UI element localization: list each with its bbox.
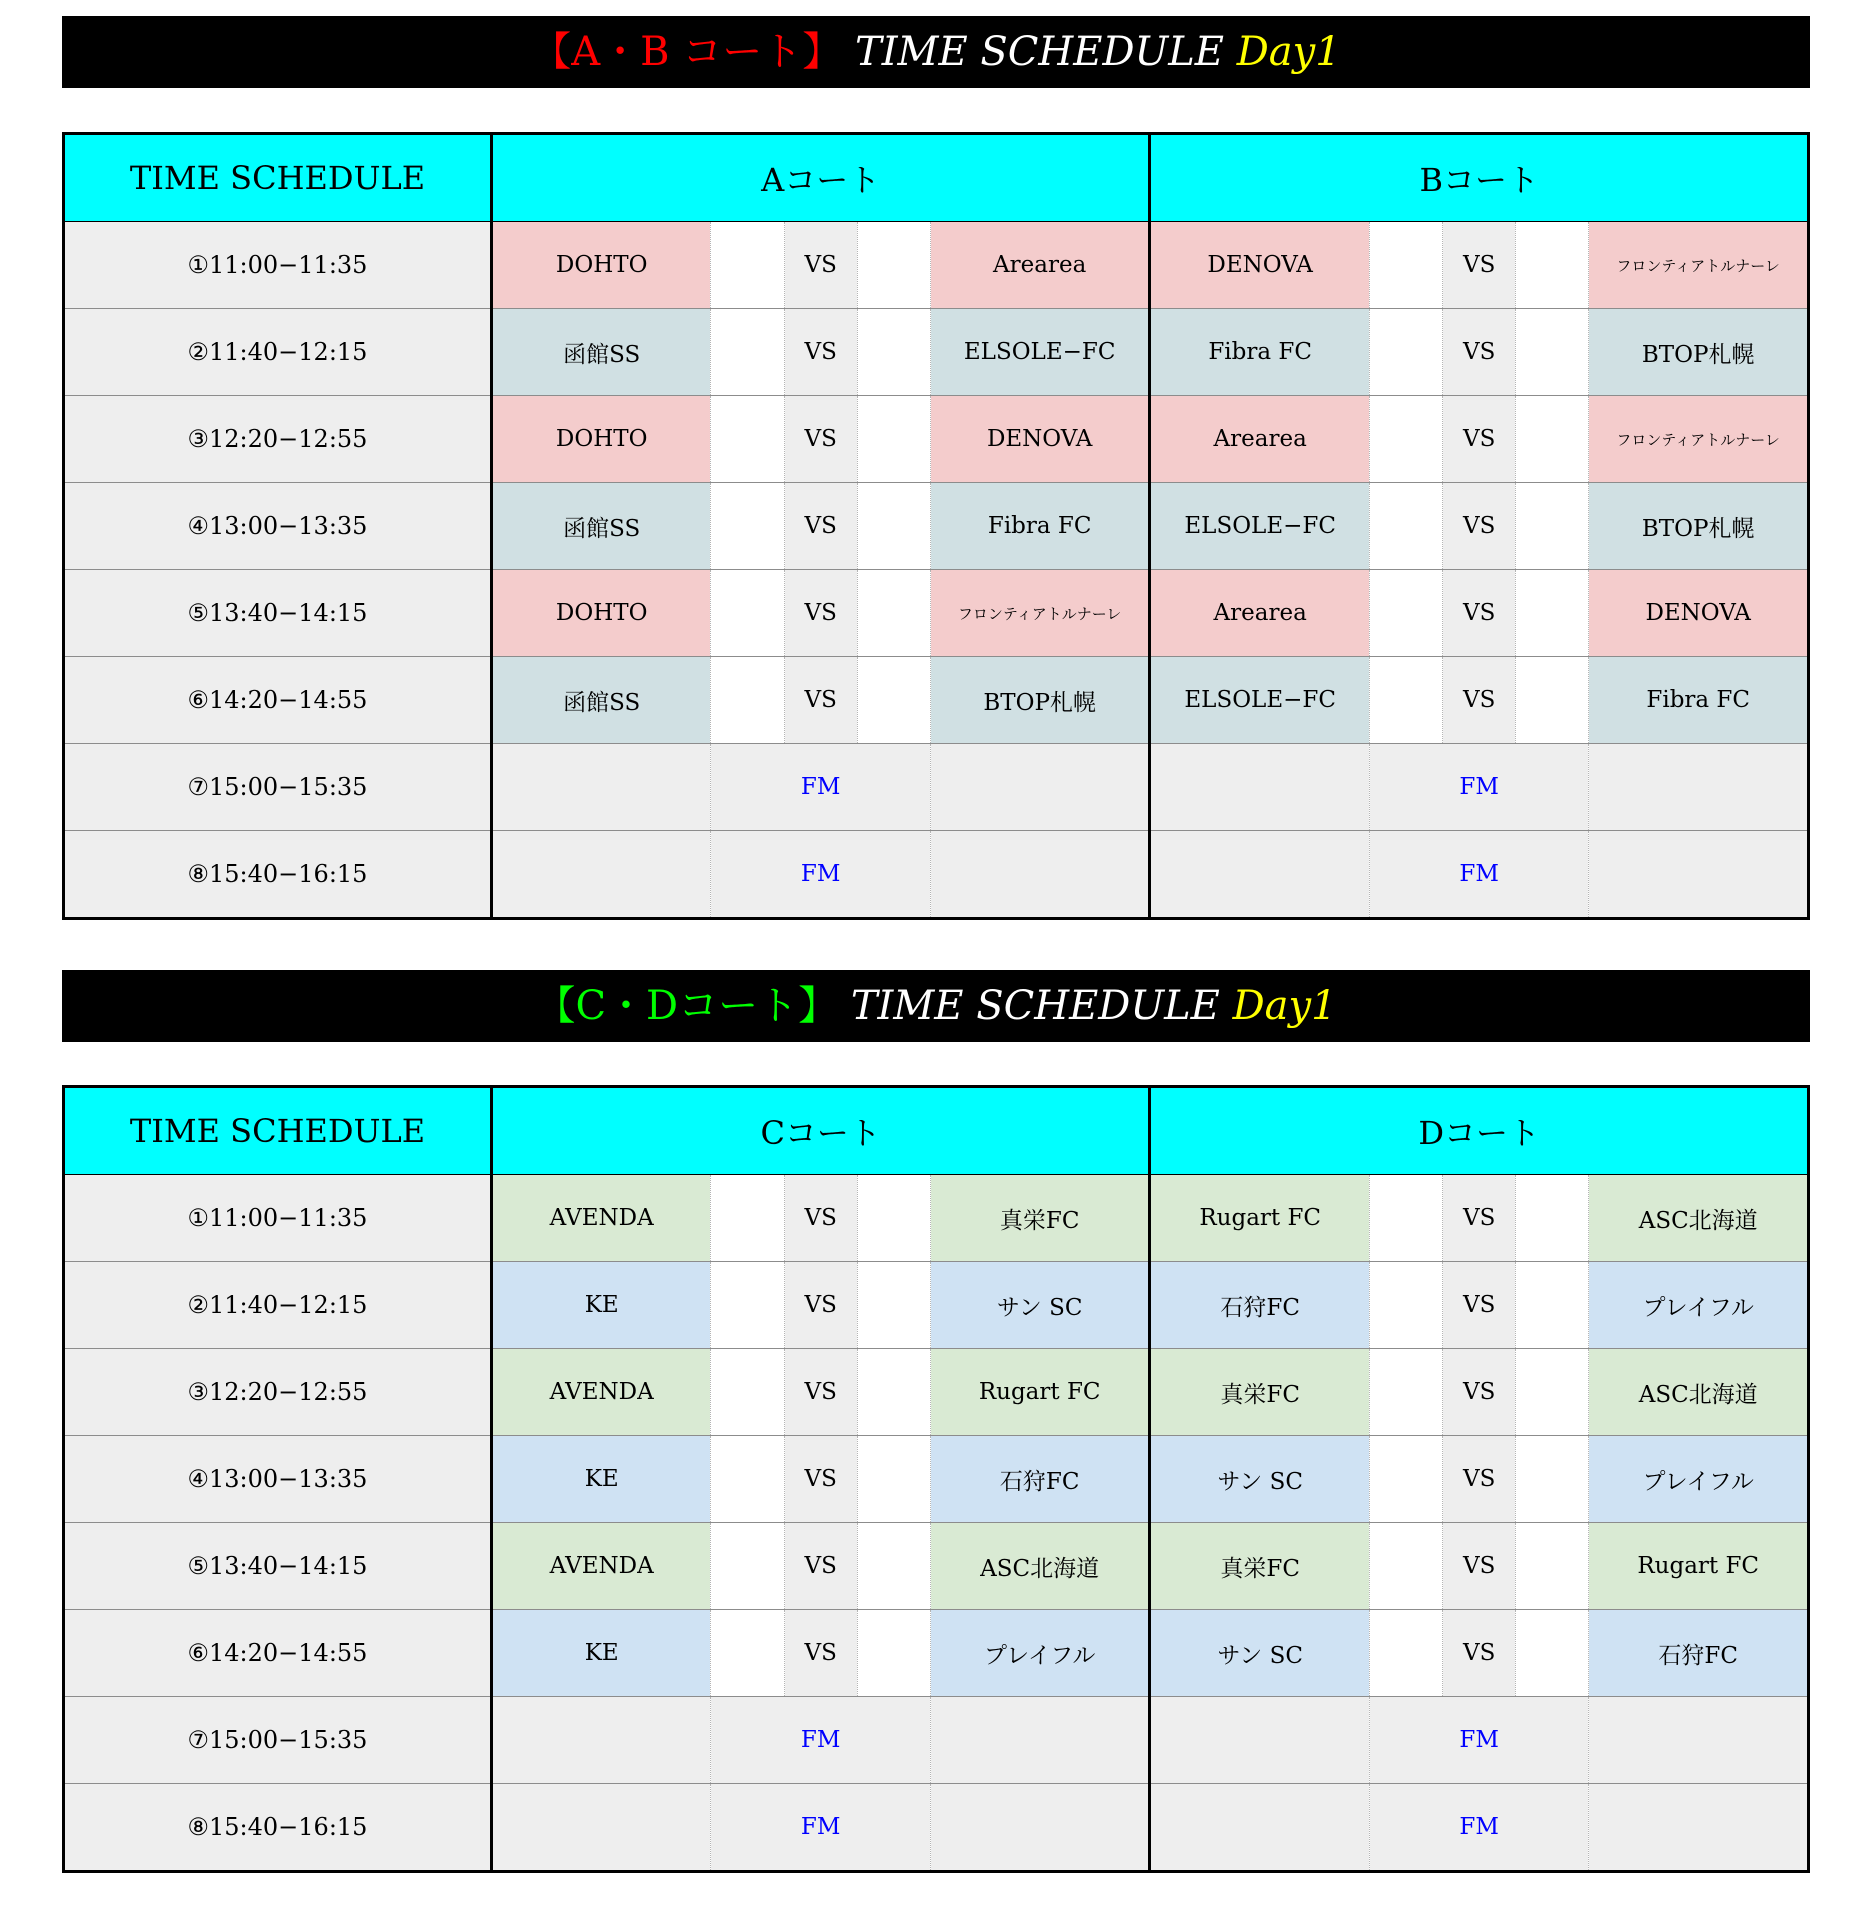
away-team: フロンティアトルナーレ xyxy=(930,570,1150,657)
away-team: Arearea xyxy=(930,222,1150,309)
empty-cell xyxy=(930,1784,1150,1872)
empty-cell xyxy=(930,1697,1150,1784)
home-team: KE xyxy=(491,1436,710,1523)
home-score-cell xyxy=(711,483,784,570)
fm-label: FM xyxy=(1369,1784,1588,1872)
court-header-2: Dコート xyxy=(1150,1087,1809,1175)
away-team: BTOP札幌 xyxy=(1589,483,1809,570)
vs-label: VS xyxy=(1443,1349,1516,1436)
away-score-cell xyxy=(1516,396,1589,483)
away-team: ASC北海道 xyxy=(1589,1349,1809,1436)
away-score-cell xyxy=(857,1523,930,1610)
banner-bracket: 【A・B コート】 xyxy=(531,29,843,75)
vs-label: VS xyxy=(784,396,857,483)
table-row xyxy=(64,483,1809,570)
away-score-cell xyxy=(1516,1436,1589,1523)
table-row xyxy=(64,1697,1809,1784)
court-header-2: Bコート xyxy=(1150,134,1809,222)
table-row xyxy=(64,1610,1809,1697)
vs-label: VS xyxy=(784,1175,857,1262)
table-row xyxy=(64,1436,1809,1523)
away-score-cell xyxy=(1516,483,1589,570)
fm-label: FM xyxy=(1369,1697,1588,1784)
time-slot: ⑤13:40−14:15 xyxy=(64,570,492,657)
away-team: フロンティアトルナーレ xyxy=(1589,222,1809,309)
home-team: 真栄FC xyxy=(1150,1523,1369,1610)
empty-cell xyxy=(1150,1784,1369,1872)
away-score-cell xyxy=(857,657,930,744)
home-score-cell xyxy=(711,309,784,396)
vs-label: VS xyxy=(784,309,857,396)
time-slot: ①11:00−11:35 xyxy=(64,222,492,309)
time-slot: ⑦15:00−15:35 xyxy=(64,744,492,831)
time-slot: ⑤13:40−14:15 xyxy=(64,1523,492,1610)
away-score-cell xyxy=(1516,1523,1589,1610)
time-schedule-header: TIME SCHEDULE xyxy=(64,1087,492,1175)
empty-cell xyxy=(491,1697,710,1784)
away-score-cell xyxy=(1516,309,1589,396)
court-header-1: Aコート xyxy=(491,134,1149,222)
away-team: Fibra FC xyxy=(1589,657,1809,744)
away-team: BTOP札幌 xyxy=(930,657,1150,744)
fm-label: FM xyxy=(711,744,930,831)
home-team: サン SC xyxy=(1150,1610,1369,1697)
home-score-cell xyxy=(1369,657,1442,744)
home-team: ELSOLE−FC xyxy=(1150,657,1369,744)
time-slot: ⑧15:40−16:15 xyxy=(64,831,492,919)
home-team: DENOVA xyxy=(1150,222,1369,309)
banner-cd xyxy=(62,970,1810,1042)
home-score-cell xyxy=(711,1523,784,1610)
time-slot: ④13:00−13:35 xyxy=(64,483,492,570)
home-team: AVENDA xyxy=(491,1349,710,1436)
home-team: 函館SS xyxy=(491,657,710,744)
empty-cell xyxy=(491,1784,710,1872)
banner-bracket: 【C・Dコート】 xyxy=(535,983,839,1029)
fm-label: FM xyxy=(1369,831,1588,919)
time-slot: ③12:20−12:55 xyxy=(64,1349,492,1436)
home-score-cell xyxy=(711,1349,784,1436)
home-score-cell xyxy=(711,570,784,657)
empty-cell xyxy=(491,831,710,919)
vs-label: VS xyxy=(1443,1175,1516,1262)
home-score-cell xyxy=(1369,309,1442,396)
away-score-cell xyxy=(1516,1349,1589,1436)
away-team: Rugart FC xyxy=(930,1349,1150,1436)
home-team: AVENDA xyxy=(491,1523,710,1610)
home-team: ELSOLE−FC xyxy=(1150,483,1369,570)
table-row xyxy=(64,1784,1809,1872)
time-slot: ①11:00−11:35 xyxy=(64,1175,492,1262)
table-row xyxy=(64,1523,1809,1610)
time-slot: ⑦15:00−15:35 xyxy=(64,1697,492,1784)
vs-label: VS xyxy=(784,1523,857,1610)
table-row xyxy=(64,744,1809,831)
away-score-cell xyxy=(857,396,930,483)
vs-label: VS xyxy=(784,1349,857,1436)
home-team: DOHTO xyxy=(491,222,710,309)
table-row xyxy=(64,1175,1809,1262)
home-team: Arearea xyxy=(1150,396,1369,483)
home-score-cell xyxy=(711,1436,784,1523)
home-team: 函館SS xyxy=(491,483,710,570)
fm-label: FM xyxy=(711,1784,930,1872)
table-row xyxy=(64,222,1809,309)
time-slot: ③12:20−12:55 xyxy=(64,396,492,483)
header-row xyxy=(64,1087,1809,1175)
table-row xyxy=(64,396,1809,483)
time-slot: ②11:40−12:15 xyxy=(64,1262,492,1349)
away-score-cell xyxy=(857,483,930,570)
vs-label: VS xyxy=(1443,1523,1516,1610)
time-slot: ④13:00−13:35 xyxy=(64,1436,492,1523)
away-team: プレイフル xyxy=(930,1610,1150,1697)
empty-cell xyxy=(1589,744,1809,831)
home-team: Fibra FC xyxy=(1150,309,1369,396)
vs-label: VS xyxy=(1443,1436,1516,1523)
vs-label: VS xyxy=(784,570,857,657)
away-score-cell xyxy=(1516,570,1589,657)
away-team: Fibra FC xyxy=(930,483,1150,570)
vs-label: VS xyxy=(1443,657,1516,744)
empty-cell xyxy=(1589,1784,1809,1872)
away-team: DENOVA xyxy=(930,396,1150,483)
schedule-table-ab xyxy=(62,132,1810,920)
home-team: Arearea xyxy=(1150,570,1369,657)
away-score-cell xyxy=(857,309,930,396)
away-score-cell xyxy=(1516,1175,1589,1262)
empty-cell xyxy=(1150,744,1369,831)
table-row xyxy=(64,309,1809,396)
home-team: DOHTO xyxy=(491,570,710,657)
away-team: プレイフル xyxy=(1589,1262,1809,1349)
home-team: 石狩FC xyxy=(1150,1262,1369,1349)
time-schedule-header: TIME SCHEDULE xyxy=(64,134,492,222)
home-score-cell xyxy=(1369,396,1442,483)
vs-label: VS xyxy=(1443,396,1516,483)
court-header-1: Cコート xyxy=(491,1087,1150,1175)
away-team: フロンティアトルナーレ xyxy=(1589,396,1809,483)
away-team: ASC北海道 xyxy=(1589,1175,1809,1262)
home-score-cell xyxy=(1369,1523,1442,1610)
vs-label: VS xyxy=(784,222,857,309)
table-row xyxy=(64,831,1809,919)
away-team: サン SC xyxy=(930,1262,1150,1349)
header-row xyxy=(64,134,1809,222)
fm-label: FM xyxy=(711,831,930,919)
empty-cell xyxy=(930,831,1150,919)
away-team: プレイフル xyxy=(1589,1436,1809,1523)
home-score-cell xyxy=(1369,570,1442,657)
table-row xyxy=(64,570,1809,657)
away-team: 真栄FC xyxy=(930,1175,1150,1262)
time-slot: ②11:40−12:15 xyxy=(64,309,492,396)
away-team: 石狩FC xyxy=(930,1436,1150,1523)
table-row xyxy=(64,1262,1809,1349)
empty-cell xyxy=(930,744,1150,831)
empty-cell xyxy=(1589,1697,1809,1784)
schedule-table-cd xyxy=(62,1085,1810,1873)
banner-title: TIME SCHEDULE xyxy=(838,983,1233,1029)
time-slot: ⑥14:20−14:55 xyxy=(64,657,492,744)
empty-cell xyxy=(491,744,710,831)
empty-cell xyxy=(1589,831,1809,919)
away-score-cell xyxy=(857,1610,930,1697)
table-row xyxy=(64,657,1809,744)
away-score-cell xyxy=(1516,1262,1589,1349)
away-score-cell xyxy=(857,1436,930,1523)
fm-label: FM xyxy=(711,1697,930,1784)
home-team: DOHTO xyxy=(491,396,710,483)
home-score-cell xyxy=(1369,1436,1442,1523)
home-score-cell xyxy=(711,1610,784,1697)
away-team: ASC北海道 xyxy=(930,1523,1150,1610)
fm-label: FM xyxy=(1369,744,1588,831)
vs-label: VS xyxy=(1443,570,1516,657)
home-team: サン SC xyxy=(1150,1436,1369,1523)
vs-label: VS xyxy=(1443,309,1516,396)
home-team: AVENDA xyxy=(491,1175,710,1262)
away-score-cell xyxy=(1516,222,1589,309)
home-team: 函館SS xyxy=(491,309,710,396)
home-score-cell xyxy=(1369,1610,1442,1697)
away-team: BTOP札幌 xyxy=(1589,309,1809,396)
away-score-cell xyxy=(857,1349,930,1436)
vs-label: VS xyxy=(784,1610,857,1697)
away-team: DENOVA xyxy=(1589,570,1809,657)
vs-label: VS xyxy=(1443,1262,1516,1349)
away-score-cell xyxy=(857,1175,930,1262)
vs-label: VS xyxy=(784,1262,857,1349)
away-score-cell xyxy=(857,1262,930,1349)
vs-label: VS xyxy=(1443,222,1516,309)
home-team: KE xyxy=(491,1610,710,1697)
banner-day: Day1 xyxy=(1232,983,1337,1029)
time-slot: ⑧15:40−16:15 xyxy=(64,1784,492,1872)
time-slot: ⑥14:20−14:55 xyxy=(64,1610,492,1697)
away-score-cell xyxy=(857,222,930,309)
home-score-cell xyxy=(711,1175,784,1262)
away-score-cell xyxy=(1516,657,1589,744)
empty-cell xyxy=(1150,1697,1369,1784)
vs-label: VS xyxy=(784,483,857,570)
banner-ab xyxy=(62,16,1810,88)
empty-cell xyxy=(1150,831,1369,919)
home-score-cell xyxy=(1369,1349,1442,1436)
home-score-cell xyxy=(1369,483,1442,570)
banner-day: Day1 xyxy=(1236,29,1341,75)
home-score-cell xyxy=(1369,1175,1442,1262)
home-team: Rugart FC xyxy=(1150,1175,1369,1262)
away-score-cell xyxy=(857,570,930,657)
away-team: ELSOLE−FC xyxy=(930,309,1150,396)
home-team: 真栄FC xyxy=(1150,1349,1369,1436)
home-score-cell xyxy=(711,222,784,309)
vs-label: VS xyxy=(784,1436,857,1523)
table-row xyxy=(64,1349,1809,1436)
home-team: KE xyxy=(491,1262,710,1349)
banner-title: TIME SCHEDULE xyxy=(842,29,1237,75)
vs-label: VS xyxy=(784,657,857,744)
home-score-cell xyxy=(711,396,784,483)
away-team: Rugart FC xyxy=(1589,1523,1809,1610)
home-score-cell xyxy=(1369,222,1442,309)
home-score-cell xyxy=(1369,1262,1442,1349)
home-score-cell xyxy=(711,657,784,744)
away-score-cell xyxy=(1516,1610,1589,1697)
home-score-cell xyxy=(711,1262,784,1349)
vs-label: VS xyxy=(1443,1610,1516,1697)
vs-label: VS xyxy=(1443,483,1516,570)
away-team: 石狩FC xyxy=(1589,1610,1809,1697)
